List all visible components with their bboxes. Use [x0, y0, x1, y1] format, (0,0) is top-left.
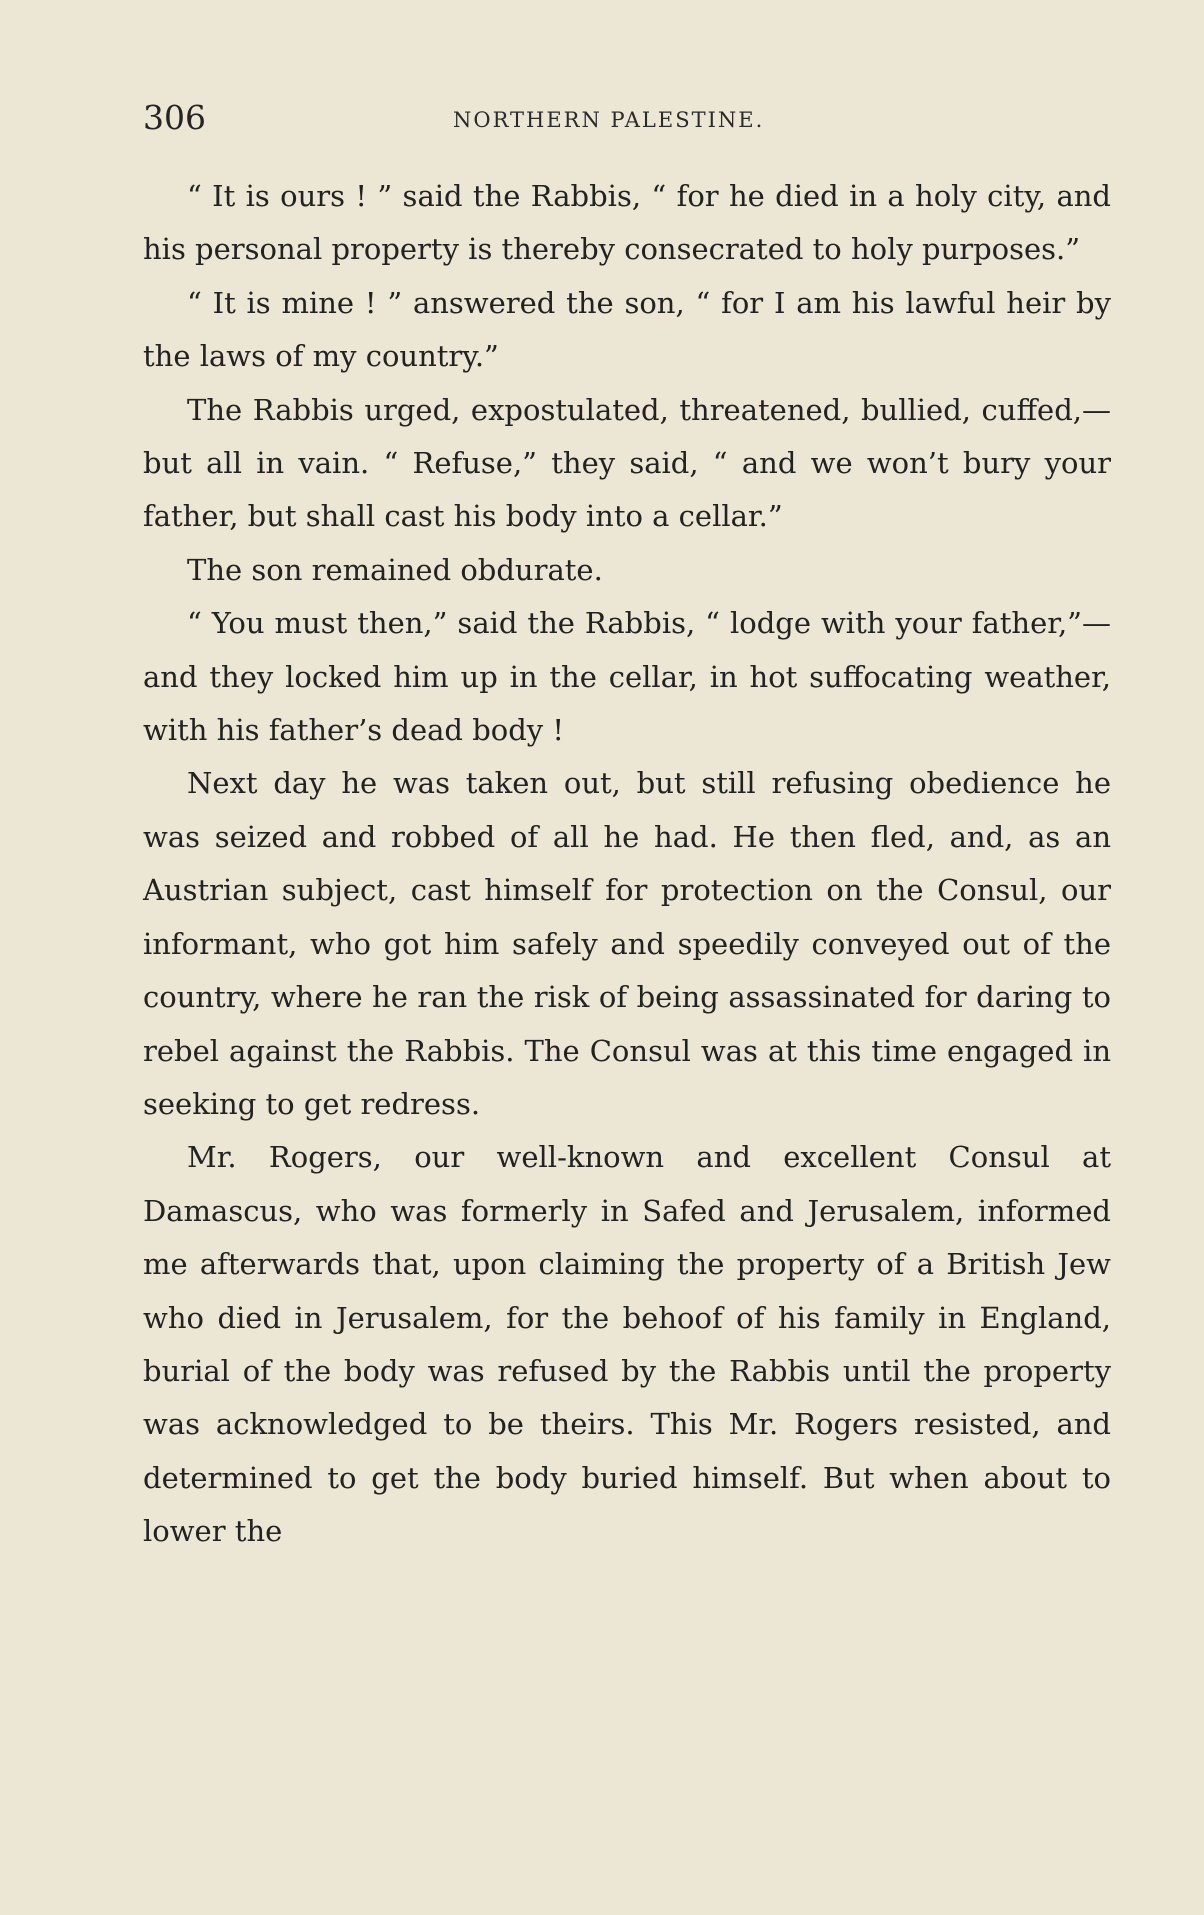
page-number: 306: [143, 98, 206, 137]
paragraph: Mr. Rogers, our well-known and excellent Consul at Damascus, who was formerly in Safed and Jerusalem, informed me afterwards that, upon claiming the property of a British Jew who died in Jerusalem, for the behoof of his family in England, burial of the body was refused by the Rabbis until the property was acknowledged to be theirs. This Mr. Rogers resisted, and determined to get the body buried himself. But when about to lower the: [143, 1140, 1111, 1549]
paragraph: “ It is mine ! ” answered the son, “ for I am his lawful heir by the laws of my country.”: [143, 285, 1111, 374]
paragraph: “ You must then,” said the Rabbis, “ lodge with your father,”—and they locked him up in the cellar, in hot suffocating weather, with his father’s dead body !: [143, 606, 1111, 748]
paragraph: “ It is ours ! ” said the Rabbis, “ for he died in a holy city, and his personal property is thereby consecrated to holy purposes.”: [143, 179, 1111, 267]
page-header: [143, 96, 1111, 146]
paragraph: Next day he was taken out, but still refusing obedience he was seized and robbed of all he had. He then fled, and, as an Austrian subject, cast himself for protection on the Consul, our informant, who got him safely and speedily conveyed out of the country, where he ran the risk of being assassinated for daring to rebel against the Rabbis. The Consul was at this time engaged in seeking to get redress.: [143, 766, 1111, 1121]
paragraph: The son remained obdurate.: [187, 552, 603, 587]
running-head: NORTHERN PALESTINE.: [453, 108, 765, 132]
body-text: [143, 170, 1111, 1559]
paragraph: The Rabbis urged, expostulated, threatened, bullied, cuffed,—but all in vain. “ Refuse,” they said, “ and we won’t bury your father, but shall cast his body into a cellar.”: [143, 392, 1111, 534]
